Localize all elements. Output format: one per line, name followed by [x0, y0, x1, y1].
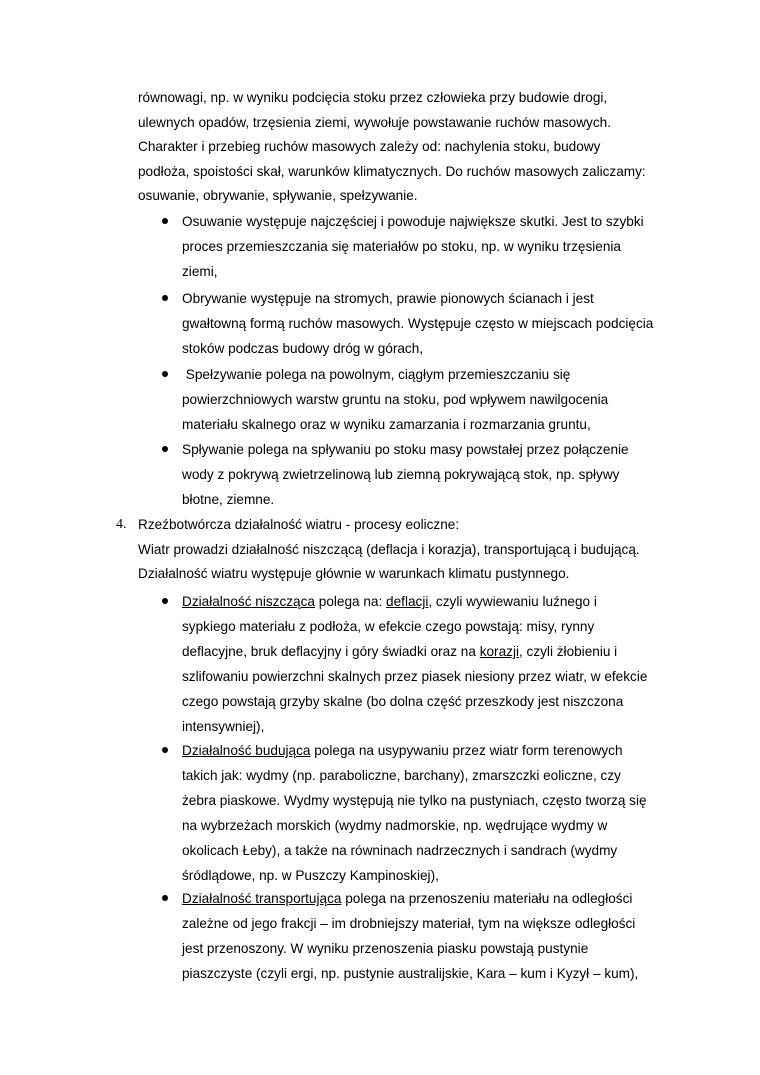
- text-line: [182, 886, 682, 911]
- text-line: gwałtowną formą ruchów masowych. Występuje często w miejscach podcięcia: [182, 316, 654, 331]
- bullet-transport: [182, 886, 682, 986]
- bullet-splywanie: [182, 437, 682, 512]
- text-line: szlifowaniu powierzchni skalnych przez piasek niesiony przez wiatr, w efekcie: [182, 669, 648, 684]
- bullet-icon: [162, 598, 168, 604]
- bullet-icon: [162, 446, 168, 452]
- bullet-building: [182, 738, 682, 888]
- term-underlined: Działalność budująca: [182, 743, 311, 758]
- bullet-icon: [162, 218, 168, 224]
- text-line: stoków podczas budowy dróg w górach,: [182, 341, 424, 356]
- text-line: [182, 639, 682, 664]
- bullet-icon: [162, 747, 168, 753]
- text-line: [182, 738, 682, 763]
- text-line: Wiatr prowadzi działalność niszczącą (deflacja i korazja), transportującą i budującą.: [138, 541, 640, 557]
- bullet-icon: [162, 371, 168, 377]
- bullet-obrywanie: [182, 286, 682, 361]
- text-line: zależne od jego frakcji – im drobniejszy materiał, tym na większe odległości: [182, 916, 636, 931]
- term-underlined: Działalność transportująca: [182, 891, 342, 906]
- bullet-osuwanie: [182, 209, 682, 284]
- text-line: Spełzywanie polega na powolnym, ciągłym przemieszczaniu się: [182, 367, 571, 382]
- bullet-destructive: [182, 589, 682, 739]
- text-line: błotne, ziemne.: [182, 492, 275, 507]
- text-line: ulewnych opadów, trzęsienia ziemi, wywołuje powstawanie ruchów masowych.: [138, 114, 611, 130]
- text-span: polega na:: [314, 594, 387, 609]
- text-line: ziemi,: [182, 264, 218, 279]
- text-line: Obrywanie występuje na stromych, prawie pionowych ścianach i jest: [182, 291, 594, 306]
- text-line: powierzchniowych warstw gruntu na stoku, pod wpływem nawilgocenia: [182, 392, 609, 407]
- text-line: żebra piaskowe. Wydmy występują nie tylko na pustyniach, często tworzą się: [182, 793, 647, 808]
- text-span: , czyli żłobieniu i: [518, 644, 618, 659]
- text-line: Działalność wiatru występuje głównie w warunkach klimatu pustynnego.: [138, 566, 570, 581]
- text-line: jest przenoszony. W wyniku przenoszenia piasku powstają pustynie: [182, 941, 589, 956]
- text-line: osuwanie, obrywanie, spływanie, spełzywanie.: [138, 188, 418, 203]
- text-line: takich jak: wydmy (np. paraboliczne, barchany), zmarszczki eoliczne, czy: [182, 768, 621, 783]
- text-line: sypkiego materiału z podłoża, w efekcie czego powstają: misy, rynny: [182, 619, 595, 634]
- term-underlined: korazji: [479, 644, 519, 659]
- text-line: materiału skalnego oraz w wyniku zamarzania i rozmarzania gruntu,: [182, 417, 591, 432]
- section-4-block: [138, 513, 678, 587]
- text-span: polega na przenoszeniu materiału na odległości: [341, 891, 633, 906]
- text-line: Spływanie polega na spływaniu po stoku masy powstałej przez połączenie: [182, 442, 629, 457]
- text-span: deflacyjne, bruk deflacyjny i góry świadki oraz na: [182, 644, 480, 659]
- text-line: śródlądowe, np. w Puszczy Kampinoskiej),: [182, 868, 439, 883]
- text-line: intensywniej),: [182, 719, 265, 734]
- section-number: 4.: [116, 517, 127, 532]
- text-line: Charakter i przebieg ruchów masowych zależy od: nachylenia stoku, budowy: [138, 139, 601, 154]
- text-line: na wybrzeżach morskich (wydmy nadmorskie, np. wędrujące wydmy w: [182, 818, 608, 833]
- intro-paragraph: [138, 86, 678, 209]
- bullet-spelzywanie: [182, 362, 682, 437]
- bullet-icon: [162, 895, 168, 901]
- text-line: równowagi, np. w wyniku podcięcia stoku przez człowieka przy budowie drogi,: [138, 90, 608, 105]
- text-span: polega na usypywaniu przez wiatr form terenowych: [310, 743, 623, 758]
- text-line: wody z pokrywą zwietrzelinową lub ziemną pokrywającą stok, np. spływy: [182, 467, 620, 482]
- text-line: podłoża, spoistości skał, warunków klimatycznych. Do ruchów masowych zaliczamy:: [138, 163, 646, 179]
- text-line: piaszczyste (czyli ergi, np. pustynie australijskie, Kara – kum i Kyzył – kum),: [182, 966, 639, 981]
- term-underlined: Działalność niszcząca: [182, 594, 315, 609]
- section-title: Rzeźbotwórcza działalność wiatru - procesy eoliczne:: [138, 517, 460, 532]
- text-line: okolicach Łeby), a także na równinach nadrzecznych i sandrach (wydmy: [182, 843, 618, 858]
- text-span: , czyli wywiewaniu luźnego i: [428, 594, 597, 609]
- term-underlined: deflacji: [386, 594, 429, 609]
- text-line: Osuwanie występuje najczęściej i powoduje największe skutki. Jest to szybki: [182, 214, 644, 229]
- bullet-icon: [162, 295, 168, 301]
- text-line: czego powstają grzyby skalne (bo dolna część przeszkody jest niszczona: [182, 694, 624, 709]
- text-line: [182, 589, 682, 614]
- text-line: proces przemieszczania się materiałów po stoku, np. w wyniku trzęsienia: [182, 239, 621, 254]
